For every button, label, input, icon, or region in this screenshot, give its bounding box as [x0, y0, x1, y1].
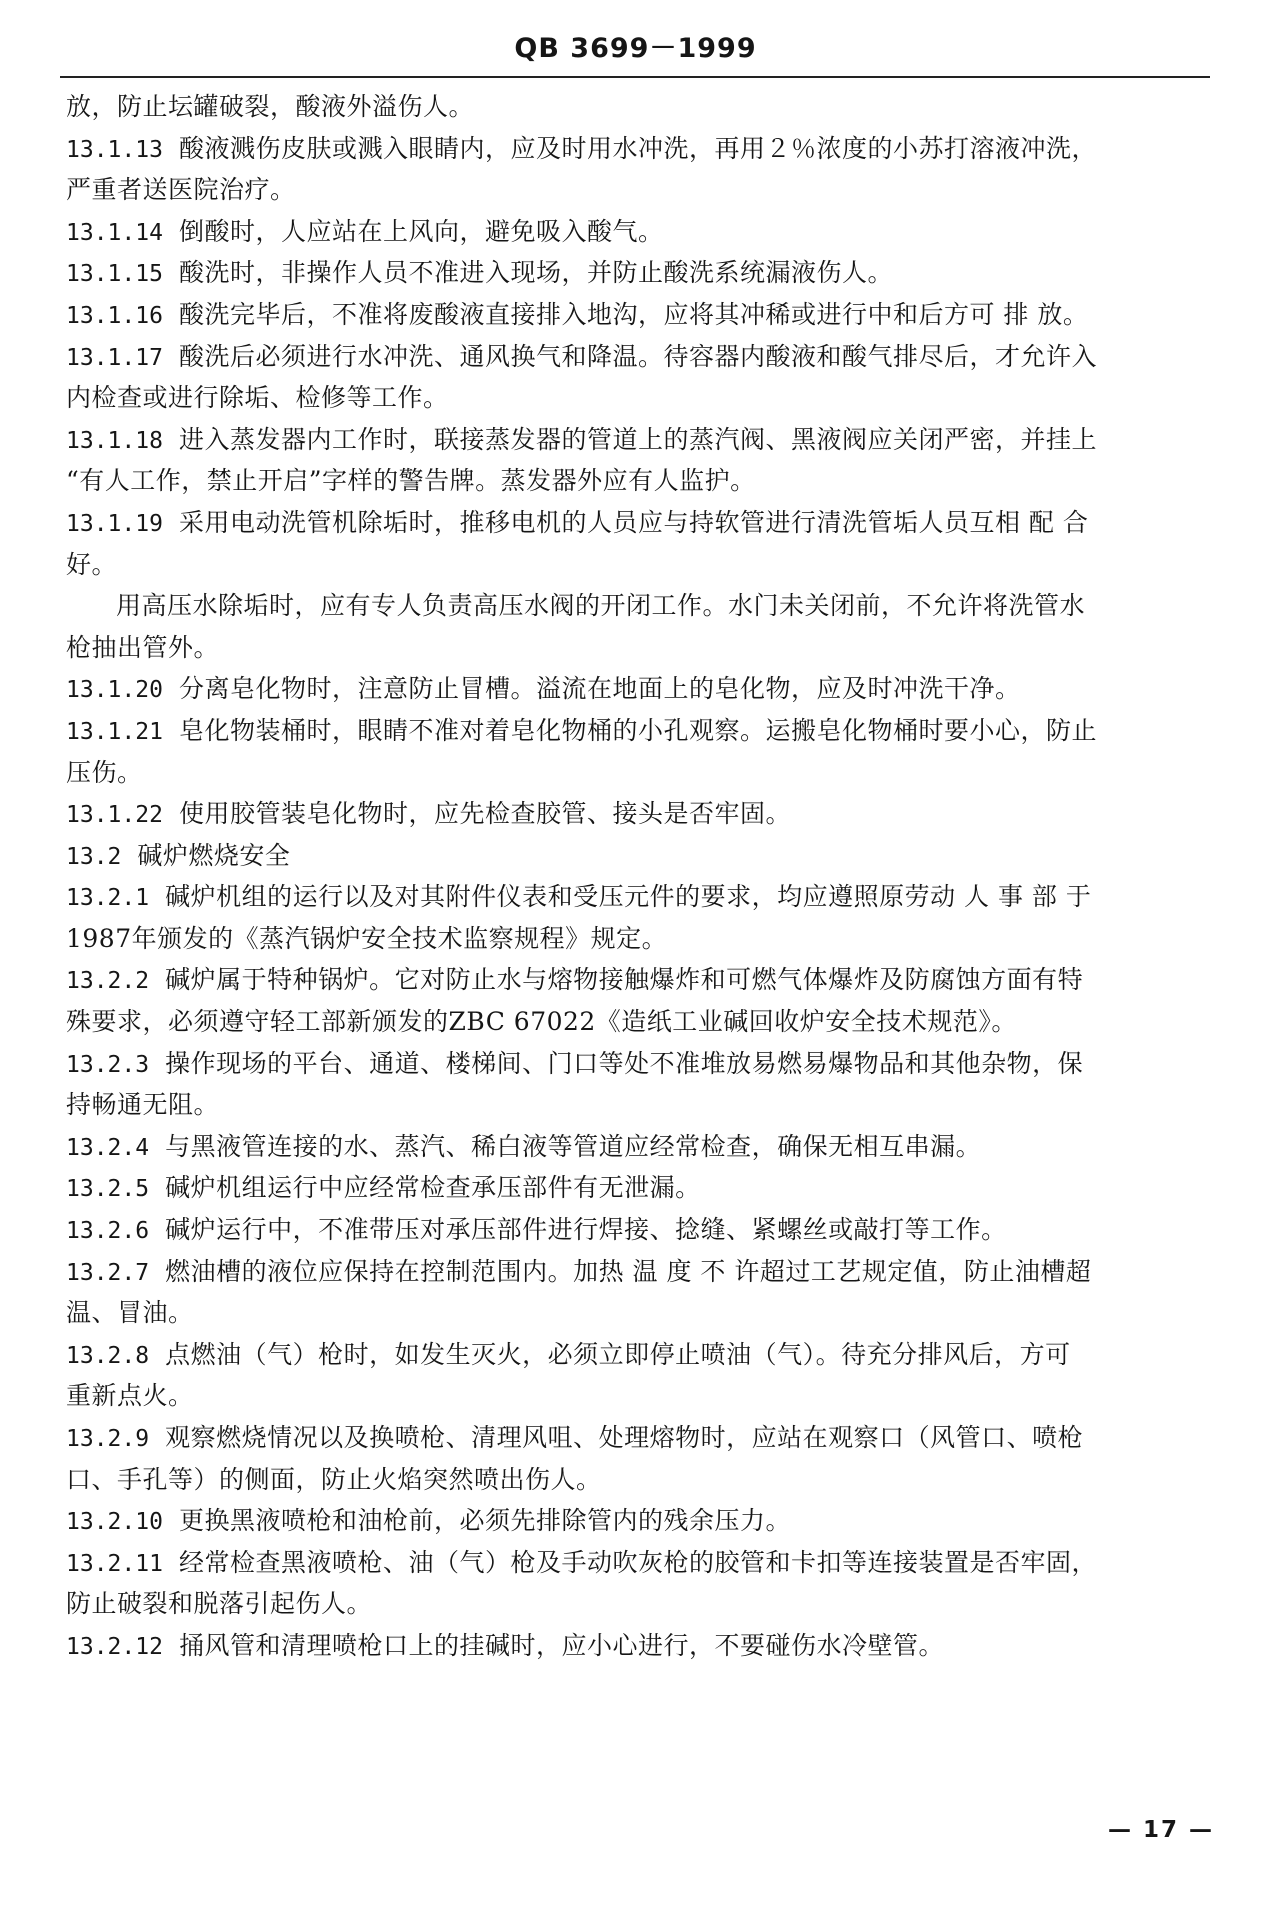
- clause-text: 皂化物装桶时，眼睛不准对着皂化物桶的小孔观察。运搬皂化物桶时要小心，防止: [178, 715, 1097, 745]
- clause-text: 使用胶管装皂化物时，应先检查胶管、接头是否牢固。: [178, 799, 791, 829]
- clause-text: 与黑液管连接的水、蒸汽、稀白液等管道应经常检查，确保无相互串漏。: [165, 1131, 982, 1161]
- clause-text: 口、手孔等）的侧面，防止火焰突然喷出伤人。: [66, 1464, 602, 1494]
- clause-text: 温、冒油。: [66, 1298, 194, 1328]
- clause-text: 酸洗时，非操作人员不准进入现场，并防止酸洗系统漏液伤人。: [178, 258, 893, 288]
- clause-text: 殊要求，必须遵守轻工部新颁发的ZBC 67022《造纸工业碱回收炉安全技术规范》。: [66, 1007, 1017, 1037]
- clause-number: 13.1.22: [66, 802, 163, 829]
- clause-number: 13.2.8: [66, 1342, 150, 1369]
- page-header-title: QB 3699－1999: [514, 33, 757, 64]
- clause-text: 枪抽出管外。: [66, 632, 220, 662]
- clause-text: 重新点火。: [66, 1381, 194, 1411]
- text-line: [66, 460, 1206, 502]
- text-line: [66, 959, 1206, 1001]
- clause-text: 经常检查黑液喷枪、油（气）枪及手动吹灰枪的胶管和卡扣等连接装置是否牢固，: [178, 1547, 1097, 1577]
- text-line: [66, 1251, 1206, 1293]
- clause-text: 内检查或进行除垢、检修等工作。: [66, 383, 449, 413]
- clause-text: 进入蒸发器内工作时，联接蒸发器的管道上的蒸汽阀、黑液阀应关闭严密，并挂上: [178, 424, 1097, 454]
- clause-text: 酸液溅伤皮肤或溅入眼睛内，应及时用水冲洗，再用２％浓度的小苏打溶液冲洗，: [178, 133, 1097, 163]
- clause-text: 碱炉属于特种锅炉。它对防止水与熔物接触爆炸和可燃气体爆炸及防腐蚀方面有特: [165, 965, 1084, 995]
- clause-text: 燃油槽的液位应保持在控制范围内。加热 温 度 不 许超过工艺规定值，防止油槽超: [165, 1256, 1092, 1286]
- text-line: [66, 128, 1206, 170]
- clause-text: 持畅通无阻。: [66, 1090, 220, 1120]
- clause-number: 13.1.21: [66, 718, 163, 745]
- clause-text: 分离皂化物时，注意防止冒槽。溢流在地面上的皂化物，应及时冲洗干净。: [178, 674, 1021, 704]
- clause-number: 13.2.9: [66, 1426, 150, 1452]
- page-number: — 17 —: [1108, 1817, 1215, 1843]
- text-line: [66, 752, 1206, 794]
- clause-text: 好。: [66, 549, 118, 579]
- clause-text: 倒酸时，人应站在上风向，避免吸入酸气。: [178, 216, 664, 246]
- text-line: [66, 585, 1206, 627]
- clause-number: 13.1.14: [66, 219, 163, 246]
- clause-number: 13.2.3: [66, 1051, 150, 1078]
- clause-text: 用高压水除垢时，应有专人负责高压水阀的开闭工作。水门未关闭前，不允许将洗管水: [116, 591, 1086, 621]
- text-line: [66, 502, 1206, 544]
- clause-number: 13.1.19: [66, 510, 163, 537]
- clause-text: 压伤。: [66, 757, 143, 787]
- clause-number: 13.2.4: [66, 1134, 150, 1161]
- clause-number: 13.2.5: [66, 1176, 150, 1203]
- clause-number: 13.1.18: [66, 427, 163, 454]
- clause-text: 酸洗后必须进行水冲洗、通风换气和降温。待容器内酸液和酸气排尽后，才允许入: [178, 341, 1097, 371]
- text-line: [66, 1500, 1206, 1542]
- clause-text: 点燃油（气）枪时，如发生灭火，必须立即停止喷油（气）。待充分排风后，方可: [165, 1339, 1071, 1369]
- text-line: [66, 336, 1206, 378]
- clause-text: 严重者送医院治疗。: [66, 175, 296, 205]
- text-line: [66, 1001, 1206, 1043]
- clause-number: 13.2.1: [66, 885, 150, 912]
- text-line: [66, 294, 1206, 336]
- text-line: [66, 1417, 1206, 1459]
- clause-number: 13.1.13: [66, 136, 163, 163]
- clause-text: 碱炉运行中，不准带压对承压部件进行焊接、捻缝、紧螺丝或敲打等工作。: [165, 1215, 1007, 1245]
- text-line: [66, 211, 1206, 253]
- text-line: [66, 876, 1206, 918]
- text-line: [66, 1334, 1206, 1376]
- clause-text: 碱炉机组的运行以及对其附件仪表和受压元件的要求，均应遵照原劳动 人 事 部 于: [165, 882, 1092, 912]
- text-line: [66, 835, 1206, 877]
- clause-text: 操作现场的平台、通道、楼梯间、门口等处不准堆放易燃易爆物品和其他杂物，保: [165, 1048, 1084, 1078]
- clause-number: 13.1.16: [66, 302, 163, 329]
- text-line: [66, 627, 1206, 669]
- header-rule: [60, 76, 1210, 78]
- text-line: [66, 1084, 1206, 1126]
- text-line: [66, 1459, 1206, 1501]
- clause-number: 13.2: [66, 843, 122, 870]
- text-line: [66, 668, 1206, 710]
- text-line: [66, 1542, 1206, 1584]
- text-line: [66, 1292, 1206, 1334]
- text-line: [66, 544, 1206, 586]
- clause-number: 13.1.20: [66, 677, 163, 704]
- text-line: [66, 1126, 1206, 1168]
- clause-text: 酸洗完毕后，不准将废酸液直接排入地沟，应将其冲稀或进行中和后方可 排 放。: [178, 299, 1089, 329]
- text-line: [66, 419, 1206, 461]
- clause-number: 13.2.12: [66, 1633, 163, 1660]
- clause-number: 13.1.15: [66, 261, 163, 288]
- clause-number: 13.2.7: [66, 1259, 150, 1286]
- text-line: [66, 793, 1206, 835]
- clause-number: 13.2.2: [66, 968, 150, 995]
- text-line: [66, 1167, 1206, 1209]
- clause-number: 13.2.6: [66, 1218, 150, 1245]
- text-line: [66, 86, 1206, 128]
- clause-number: 13.2.10: [66, 1509, 163, 1536]
- text-line: [66, 377, 1206, 419]
- clause-text: 放，防止坛罐破裂，酸液外溢伤人。: [66, 92, 475, 121]
- clause-text: 采用电动洗管机除垢时，推移电机的人员应与持软管进行清洗管垢人员互相 配 合: [178, 507, 1089, 537]
- text-line: [66, 1209, 1206, 1251]
- clause-number: 13.1.17: [66, 344, 163, 371]
- text-line: [66, 1043, 1206, 1085]
- clause-text: 碱炉机组运行中应经常检查承压部件有无泄漏。: [165, 1173, 701, 1203]
- clause-text: 观察燃烧情况以及换喷枪、清理风咀、处理熔物时，应站在观察口（风管口、喷枪: [165, 1423, 1084, 1452]
- text-line: [66, 252, 1206, 294]
- document-body: [66, 86, 1206, 1667]
- text-line: [66, 710, 1206, 752]
- clause-number: 13.2.11: [66, 1550, 163, 1577]
- text-line: [66, 169, 1206, 211]
- clause-text: 捅风管和清理喷枪口上的挂碱时，应小心进行，不要碰伤水冷壁管。: [178, 1630, 944, 1660]
- text-line: [66, 918, 1206, 960]
- text-line: [66, 1375, 1206, 1417]
- text-line: [66, 1583, 1206, 1625]
- clause-text: “有人工作，禁止开启”字样的警告牌。蒸发器外应有人监护。: [66, 466, 756, 496]
- text-line: [66, 1625, 1206, 1667]
- clause-text: 1987年颁发的《蒸汽锅炉安全技术监察规程》规定。: [66, 923, 668, 953]
- clause-text: 防止破裂和脱落引起伤人。: [66, 1589, 373, 1619]
- clause-text: 碱炉燃烧安全: [137, 840, 291, 870]
- clause-text: 更换黑液喷枪和油枪前，必须先排除管内的残余压力。: [178, 1506, 791, 1536]
